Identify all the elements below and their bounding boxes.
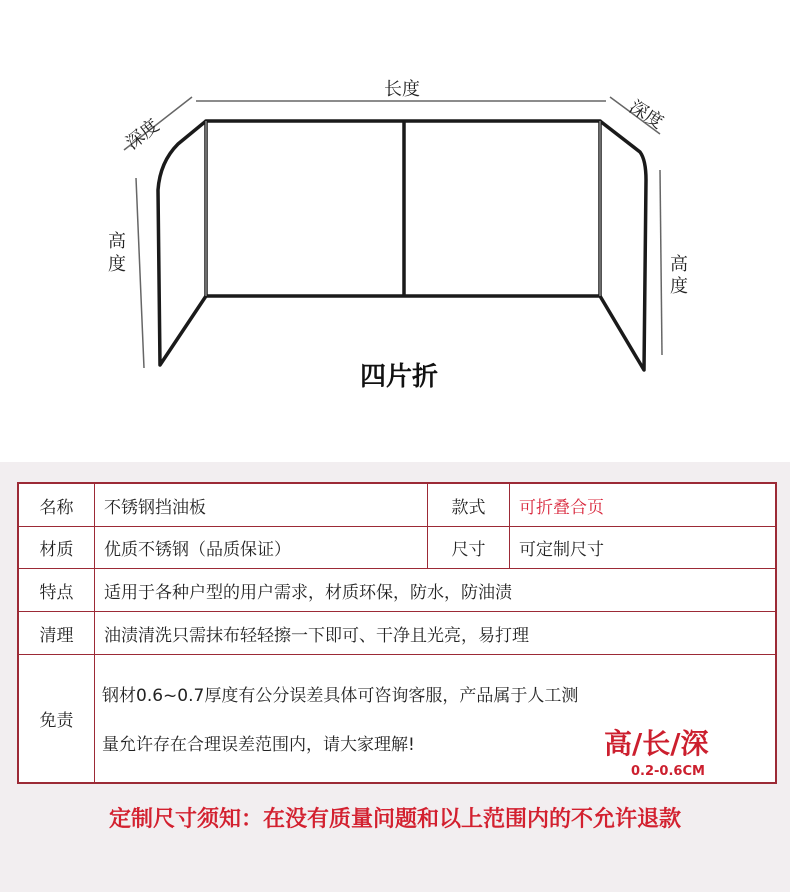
feature-label: 特点 xyxy=(39,582,74,603)
row-divider xyxy=(19,654,775,655)
depth-label-left: 深度 xyxy=(122,115,164,154)
cleaning-label: 清理 xyxy=(39,625,74,646)
name-label: 名称 xyxy=(39,497,74,518)
material-value: 优质不锈钢（品质保证） xyxy=(104,540,291,560)
height-label-left-top: 高 xyxy=(108,231,126,252)
tolerance-range: 0.2-0.6CM xyxy=(631,764,705,779)
height-label-right-bottom: 度 xyxy=(670,276,688,297)
height-label-left-bottom: 度 xyxy=(108,254,126,275)
feature-value: 适用于各种户型的用户需求，材质环保，防水，防油渍 xyxy=(104,582,512,603)
size-label: 尺寸 xyxy=(451,540,486,560)
fold-type-title: 四片折 xyxy=(360,362,439,392)
disclaimer-line-2: 量允许存在合理误差范围内，请大家理解! xyxy=(102,735,415,755)
depth-label-right: 深度 xyxy=(625,96,668,134)
size-value: 可定制尺寸 xyxy=(519,540,604,560)
panel-outline xyxy=(158,121,646,370)
custom-size-notice: 定制尺寸须知：在没有质量问题和以上范围内的不允许退款 xyxy=(108,807,681,832)
dimensions-highlight: 高/长/深 xyxy=(604,727,709,760)
name-value: 不锈钢挡油板 xyxy=(104,497,206,518)
style-value: 可折叠合页 xyxy=(519,497,604,518)
disclaimer-line-1: 钢材0.6~0.7厚度有公分误差具体可咨询客服，产品属于人工测 xyxy=(102,686,579,706)
disclaimer-label: 免责 xyxy=(39,711,74,731)
material-label: 材质 xyxy=(39,540,74,560)
cleaning-value: 油渍清洗只需抹布轻轻擦一下即可、干净且光亮，易打理 xyxy=(104,625,529,646)
style-label: 款式 xyxy=(451,497,486,518)
spec-table xyxy=(17,482,777,784)
height-label-right-top: 高 xyxy=(670,254,688,275)
length-label: 长度 xyxy=(384,79,420,100)
